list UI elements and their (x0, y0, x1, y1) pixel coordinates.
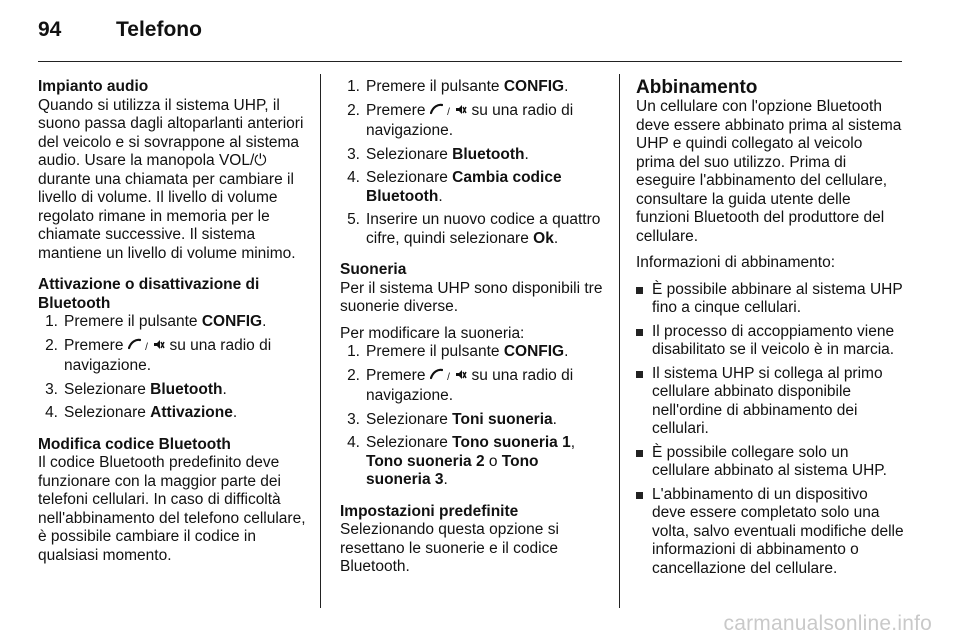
list-item (340, 211, 604, 248)
bullet-icon (636, 287, 643, 294)
header-rule (38, 61, 902, 62)
step-bold: Toni suoneria (452, 410, 553, 428)
step-text: Selezionare (366, 145, 453, 163)
activation-steps (38, 313, 306, 423)
list-item (38, 337, 306, 376)
section-code (38, 436, 306, 566)
step-text: Premere il pulsante (64, 313, 202, 330)
step-number: 3. (347, 145, 360, 163)
list-item (636, 323, 904, 360)
phone-icon (430, 103, 443, 116)
step-number: 4. (45, 404, 58, 421)
code-steps (340, 78, 604, 248)
step-number: 2. (347, 366, 360, 384)
heading-defaults: Impostazioni predefinite (340, 502, 519, 520)
column-divider-right (619, 74, 620, 608)
section-code-steps (340, 78, 604, 248)
step-post: . (564, 78, 569, 95)
heading-activation: Attivazione o disattivazione di Bluetooth (38, 276, 260, 312)
list-item (636, 444, 904, 481)
step-bold: Tono suoneria 1 (452, 434, 571, 451)
step-number: 4. (347, 434, 360, 451)
step-text: Premere (366, 101, 430, 119)
bullet-text: È possibile collegare solo un cellulare abbinato al sistema UHP. (652, 443, 887, 479)
list-item (38, 404, 306, 423)
section-audio (38, 78, 306, 263)
slash-icon: / (447, 106, 450, 118)
list-item (340, 169, 604, 206)
step-bold: Tono suoneria 3 (366, 452, 539, 488)
slash-icon: / (447, 371, 450, 383)
step-sep: o (484, 452, 502, 470)
step-bold: Attivazione (150, 404, 233, 421)
phone-icon (128, 338, 141, 351)
step-sep: , (570, 434, 576, 451)
step-text: Selezionare (366, 410, 453, 428)
bullet-text: È possibile abbinare al sistema UHP fino a cinque cellulari. (652, 280, 903, 316)
step-post: . (552, 410, 557, 428)
page-number: 94 (38, 18, 62, 41)
step-post: su una radio di navigazione. (366, 101, 574, 139)
mute-icon (152, 338, 165, 351)
heading-code: Modifica codice Bluetooth (38, 435, 231, 453)
pairing-info-label: Informazioni di abbinamento: (636, 254, 836, 271)
bullet-icon (636, 492, 643, 499)
column-1 (38, 78, 306, 578)
section-ringtone (340, 261, 604, 490)
step-text: Selezionare (64, 404, 151, 421)
step-number: 3. (347, 410, 360, 428)
list-item (340, 343, 604, 362)
list-item (340, 102, 604, 141)
section-activation (38, 276, 306, 423)
mute-icon (454, 103, 467, 116)
ringtone-steps (340, 343, 604, 490)
step-text: Selezionare (366, 169, 453, 186)
step-bold: Cambia codice Bluetooth (366, 169, 562, 205)
list-item (636, 486, 904, 579)
audio-text: Quando si utilizza il sistema UHP, il suono passa dagli altoparlanti anteriori del veicolo e si sovrappone al sistema audio. Usare la manopola VOL/⏻ durante una chiamata per cambiare il livello di volume. Il livello di volume regolato rimane in memoria per le chiamate successive. Il sistema mantiene un livello di volume minimo. (38, 96, 304, 262)
watermark: carmanualsonline.info (723, 612, 932, 635)
step-text: Selezionare (366, 434, 453, 451)
list-item (340, 434, 604, 490)
ringtone-intro: Per modificare la suoneria: (340, 324, 525, 342)
step-bold: Ok (533, 229, 554, 247)
step-post: . (443, 471, 448, 488)
section-pairing (636, 78, 904, 578)
step-number: 4. (347, 169, 360, 186)
column-divider-left (320, 74, 321, 608)
step-number: 2. (45, 336, 58, 354)
step-number: 1. (45, 313, 58, 330)
step-number: 3. (45, 380, 58, 398)
step-post: . (438, 187, 443, 205)
page-title: Telefono (116, 18, 202, 41)
bullet-text: L'abbinamento di un dispositivo deve essere completato solo una volta, salvo eventuali modifiche delle informazioni di abbinamento o cancellazione del cellulare. (652, 485, 904, 577)
step-post: su una radio di navigazione. (366, 366, 574, 404)
step-post: . (232, 404, 238, 421)
step-post: . (262, 313, 267, 330)
step-bold: Bluetooth (150, 380, 223, 398)
mute-icon (454, 368, 467, 381)
bullet-icon (636, 371, 643, 378)
list-item (636, 281, 904, 318)
bullet-text: Il processo di accoppiamento viene disabilitato se il veicolo è in marcia. (652, 322, 895, 358)
list-item (38, 381, 306, 400)
bullet-text: Il sistema UHP si collega al primo cellulare abbinato disponibile nell'ordine di abbinamento dei cellulari. (652, 364, 883, 437)
step-text: Premere il pulsante (366, 343, 504, 360)
list-item (340, 146, 604, 165)
pairing-bullets (636, 281, 904, 579)
step-text: Premere (366, 366, 430, 384)
heading-ringtone: Suoneria (340, 261, 407, 278)
step-text: Premere (64, 336, 128, 354)
heading-audio: Impianto audio (38, 78, 149, 95)
step-bold: CONFIG (503, 343, 565, 360)
pairing-text: Un cellulare con l'opzione Bluetooth deve essere abbinato prima al sistema UHP e quindi collegato al veicolo prima del suo utilizzo. Prima di eseguire l'abbinamento del cellulare, consultare la guida utente delle funzioni Bluetooth del produttore del cellulare. (636, 98, 902, 245)
step-post: . (222, 380, 227, 398)
column-2 (340, 78, 604, 590)
list-item (38, 313, 306, 332)
step-post: . (524, 145, 529, 163)
bullet-icon (636, 329, 643, 336)
step-text: Premere il pulsante (366, 78, 504, 95)
step-number: 1. (347, 343, 360, 360)
step-bold: CONFIG (201, 313, 263, 330)
step-number: 1. (347, 78, 360, 95)
bullet-icon (636, 450, 643, 457)
list-item (340, 411, 604, 430)
list-item (340, 367, 604, 406)
step-bold: CONFIG (503, 78, 565, 95)
defaults-text: Selezionando questa opzione si resettano le suonerie e il codice Bluetooth. (340, 521, 559, 575)
code-text: Il codice Bluetooth predefinito deve funzionare con la maggior parte dei telefoni cellulari. In caso di difficoltà nell'abbinamento del telefono cellulare, è possibile cambiare il codice in qualsiasi momento. (38, 454, 306, 564)
list-item (636, 365, 904, 439)
phone-icon (430, 368, 443, 381)
step-post: . (564, 343, 569, 360)
section-defaults (340, 503, 604, 577)
step-post: su una radio di navigazione. (64, 336, 272, 374)
step-text: Inserire un nuovo codice a quattro cifre, quindi selezionare (366, 211, 601, 247)
step-post: . (553, 229, 559, 247)
ringtone-text: Per il sistema UHP sono disponibili tre suonerie diverse. (340, 279, 603, 315)
column-3 (636, 78, 904, 591)
slash-icon: / (145, 341, 148, 353)
step-bold: Bluetooth (452, 145, 525, 163)
step-number: 2. (347, 101, 360, 119)
step-number: 5. (347, 211, 360, 228)
heading-pairing: Abbinamento (636, 77, 758, 98)
step-text: Selezionare (64, 380, 151, 398)
list-item (340, 78, 604, 97)
step-bold: Tono suoneria 2 (366, 452, 485, 470)
